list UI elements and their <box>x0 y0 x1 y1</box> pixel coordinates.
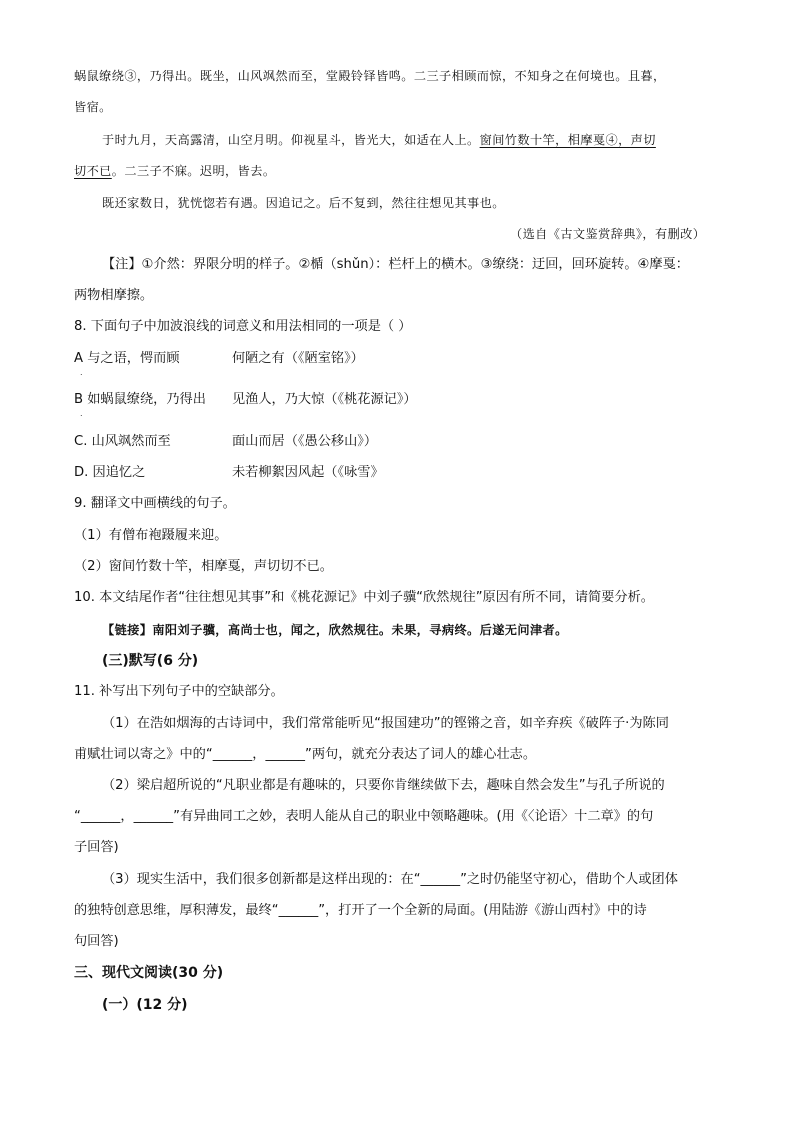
section-dictation-heading: (三)默写(6 分) <box>102 653 199 669</box>
q8-option-b-pair: 见渔人，乃大惊（《桃花源记》） <box>232 392 417 407</box>
passage-line-1: 蜗鼠缭绕③，乃得出。既坐，山风飒然而至，堂殿铃铎皆鸣。二三子相顾而惊，不知身之在何境也。且暮， <box>74 69 666 83</box>
option-mark-dot: . <box>80 368 83 377</box>
q8-option-d-pair: 未若柳絮因风起（《咏雪》 <box>232 465 384 480</box>
q8-option-a-label: A 与之语，愕而顾 <box>74 351 180 366</box>
q9-item-2: （2）窗间竹数十竿，相摩戛，声切切不已。 <box>74 559 333 574</box>
q11-part-1-line-1: （1）在浩如烟海的古诗词中，我们常常能听见“报国建功”的铿锵之音，如辛弃疾《破阵子·为陈同 <box>102 716 669 731</box>
passage-line-4-plain: 。二三子不寐。迟明，皆去。 <box>111 164 276 178</box>
q8-option-a-pair: 何陋之有（《陋室铭》） <box>232 351 364 366</box>
q8-option-c-label: C. 山风飒然而至 <box>74 434 171 449</box>
q8-option-b-label: B 如蜗鼠缭绕，乃得出 <box>74 392 206 407</box>
passage-line-3 <box>102 131 656 149</box>
q9-item-1: （1）有僧布袍蹑履来迎。 <box>74 528 228 543</box>
q9-stem: 9. 翻译文中画横线的句子。 <box>74 496 236 511</box>
passage-underlined-sentence: 窗间竹数十竿，相摩戛④，声切 <box>479 133 656 147</box>
q11-part-3-line-2: 的独特创意思维，厚积薄发，最终“______”，打开了一个全新的局面。(用陆游《游山西村》中的诗 <box>74 903 647 918</box>
part-three-subheading: (一）(12 分) <box>102 997 188 1013</box>
passage-source: （选自《古文鉴赏辞典》，有删改） <box>510 227 706 241</box>
q11-stem: 11. 补写出下列句子中的空缺部分。 <box>74 684 284 699</box>
passage-line-2: 皆宿。 <box>74 100 112 114</box>
q8-option-d-label: D. 因追忆之 <box>74 465 146 480</box>
passage-line-3-plain: 于时九月，天高露清，山空月明。仰视星斗，皆光大，如适在人上。 <box>102 133 480 147</box>
q11-part-3-line-1: （3）现实生活中，我们很多创新都是这样出现的：在“______”之时仍能坚守初心，借助个人或团体 <box>102 872 678 887</box>
passage-underlined-sentence-end: 切不已 <box>74 164 112 178</box>
q11-part-3-line-3: 句回答) <box>74 934 119 949</box>
part-three-heading: 三、现代文阅读(30 分) <box>74 965 224 981</box>
notes-line-2: 两物相摩擦。 <box>74 288 154 303</box>
q10-link: 【链接】南阳刘子骥，高尚士也，闻之，欣然规往。未果，寻病终。后遂无问津者。 <box>102 623 568 637</box>
q11-part-2-line-3: 子回答) <box>74 840 119 855</box>
q11-part-2-line-2: “______，______”有异曲同工之妙，表明人能从自己的职业中领略趣味。(用《〈论语〉十二章》的句 <box>74 809 654 824</box>
q10-stem: 10. 本文结尾作者“往往想见其事”和《桃花源记》中刘子骥“欣然规往”原因有所不同，请简要分析。 <box>74 590 654 605</box>
q11-part-1-line-2: 甫赋壮词以寄之》中的“______，______”两句，就充分表达了词人的雄心壮志。 <box>74 747 537 762</box>
passage-line-4 <box>74 162 275 180</box>
passage-line-5: 既还家数日，犹恍惚若有遇。因追记之。后不复到，然往往想见其事也。 <box>102 196 505 210</box>
option-mark-dot: . <box>80 409 83 418</box>
q8-option-c-pair: 面山而居（《愚公移山》） <box>232 434 378 449</box>
q11-part-2-line-1: （2）梁启超所说的“凡职业都是有趣味的，只要你肯继续做下去，趣味自然会发生”与孔子所说的 <box>102 778 665 793</box>
q8-stem: 8. 下面句子中加波浪线的词意义和用法相同的一项是（ ） <box>74 319 412 334</box>
notes-line-1: 【注】①介然：界限分明的样子。②楯（shǔn）：栏杆上的横木。③缭绕：迂回，回环旋转。④摩戛： <box>102 257 689 272</box>
